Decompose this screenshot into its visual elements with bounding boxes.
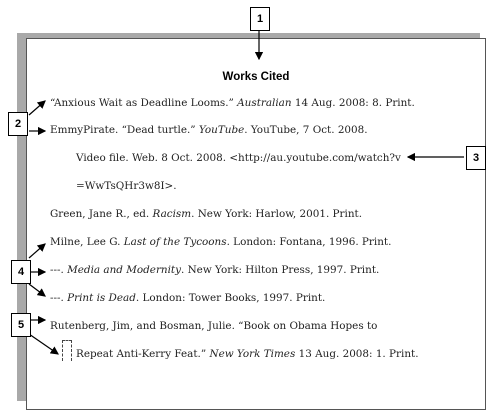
entry-line: Milne, Lee G. Last of the Tycoons. London: Fontana, 1996. Print.: [50, 236, 392, 248]
entry-line: “Anxious Wait as Deadline Looms.” Australian 14 Aug. 2008: 8. Print.: [50, 97, 415, 109]
entry-line: Video file. Web. 8 Oct. 2008. <http://au.youtube.com/watch?v: [76, 152, 401, 164]
callout-2: 2: [8, 112, 28, 136]
entry-line: =WwTsQHr3w8I>.: [76, 180, 177, 192]
callout-1: 1: [250, 7, 270, 31]
callout-4: 4: [11, 260, 31, 284]
entry-line: Repeat Anti-Kerry Feat.” New York Times 13 Aug. 2008: 1. Print.: [76, 348, 419, 360]
entry-line: Green, Jane R., ed. Racism. New York: Harlow, 2001. Print.: [50, 208, 362, 220]
entry-line: Rutenberg, Jim, and Bosman, Julie. “Book on Obama Hopes to: [50, 320, 378, 332]
callout-5: 5: [11, 313, 31, 337]
hanging-indent-marker: [62, 340, 72, 361]
callout-3: 3: [466, 146, 486, 170]
document-page: [26, 38, 486, 410]
entry-line: ---. Media and Modernity. New York: Hilton Press, 1997. Print.: [50, 264, 380, 276]
entry-line: EmmyPirate. “Dead turtle.” YouTube. YouTube, 7 Oct. 2008.: [50, 124, 368, 136]
entry-line: ---. Print is Dead. London: Tower Books, 1997. Print.: [50, 292, 326, 304]
works-cited-heading: Works Cited: [222, 71, 290, 83]
